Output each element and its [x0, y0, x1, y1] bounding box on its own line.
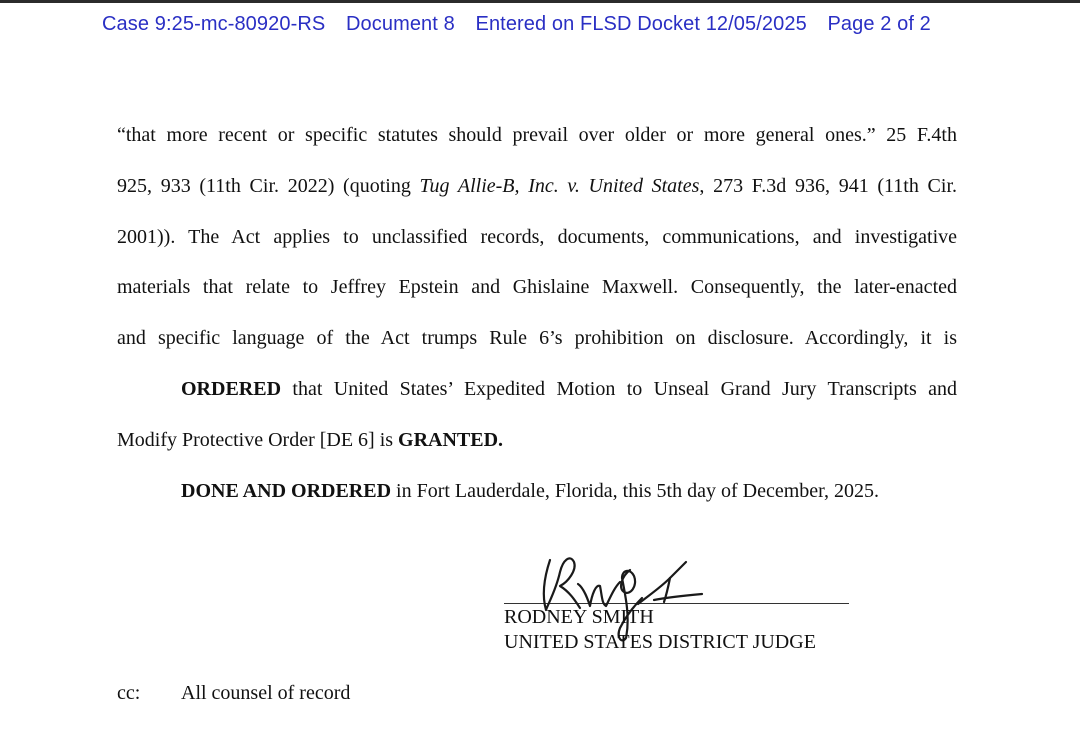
body-line-3: 2001)). The Act applies to unclassified records, documents, communications, and investigative [117, 226, 957, 248]
case-number: Case 9:25-mc-80920-RS [102, 13, 326, 35]
ordered-paragraph: ORDERED that United States’ Expedited Motion to Unseal Grand Jury Transcripts and [181, 378, 957, 400]
docket-entry: Entered on FLSD Docket 12/05/2025 [475, 13, 807, 35]
body-line-1: “that more recent or specific statutes should prevail over older or more general ones.” 25 F.4th [117, 124, 957, 146]
top-border [0, 0, 1080, 3]
judge-name: RODNEY SMITH [504, 606, 654, 628]
body-line-5: and specific language of the Act trumps Rule 6’s prohibition on disclosure. Accordingly, it is [117, 327, 957, 349]
cc-label: cc: [117, 682, 141, 704]
judge-title: UNITED STATES DISTRICT JUDGE [504, 631, 816, 653]
cc-recipients: All counsel of record [181, 682, 351, 704]
page-number: Page 2 of 2 [827, 13, 931, 35]
document-number: Document 8 [345, 13, 455, 35]
body-line-7: Modify Protective Order [DE 6] is GRANTED. [117, 429, 504, 451]
body-line-4: materials that relate to Jeffrey Epstein and Ghislaine Maxwell. Consequently, the later-enacted [117, 276, 957, 298]
case-citation: Tug Allie-B, Inc. v. United States [419, 175, 700, 197]
docket-header [102, 13, 946, 36]
body-line-2: 925, 933 (11th Cir. 2022) (quoting Tug Allie-B, Inc. v. United States, 273 F.3d 936, 941 (11th Cir. [117, 175, 957, 197]
done-and-ordered: DONE AND ORDERED in Fort Lauderdale, Florida, this 5th day of December, 2025. [181, 480, 879, 502]
